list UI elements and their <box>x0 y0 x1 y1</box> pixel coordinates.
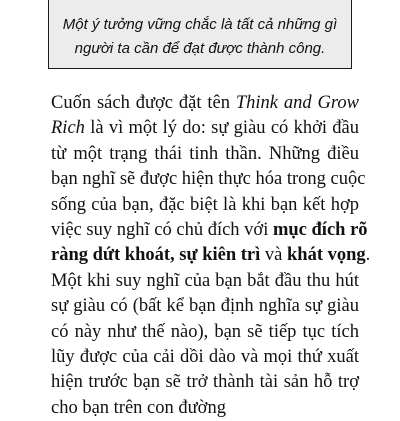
body-text-segment: là vì một lý do: sự giàu có khởi đầu <box>84 118 359 139</box>
pull-quote-line-2: người ta cần để đạt được thành công. <box>74 40 326 57</box>
body-text-segment: từ một trạng thái tinh thần. Những điều <box>51 143 359 164</box>
body-text-segment: việc suy nghĩ có chủ đích với <box>51 219 273 240</box>
body-text-segment: sống của bạn, đặc biệt là khi bạn kết hợp <box>51 194 359 215</box>
body-text-bold-segment: khát vọng <box>287 245 366 266</box>
body-line <box>51 243 371 268</box>
body-line <box>51 116 359 141</box>
body-text-segment: . <box>365 245 371 266</box>
body-line <box>51 294 359 319</box>
body-text-segment: và <box>260 245 287 266</box>
body-text-segment: hiện trước bạn sẽ trở thành tài sản hỗ trợ <box>51 372 359 393</box>
body-line <box>51 218 368 243</box>
body-line <box>51 269 359 294</box>
body-line <box>51 142 359 167</box>
body-paragraph <box>51 91 371 421</box>
body-line <box>51 91 359 116</box>
body-text-segment: Một khi suy nghĩ của bạn bắt đầu thu hút <box>51 270 359 291</box>
body-text-bold-segment: mục đích rõ <box>272 219 368 240</box>
body-text-segment: cho bạn trên con đường <box>51 397 226 418</box>
body-text-italic-segment: Think and Grow <box>235 93 359 113</box>
body-text-segment: lũy được của cải dồi dào và mọi thứ xuất <box>51 346 359 367</box>
body-line <box>51 193 359 218</box>
body-line <box>51 320 359 345</box>
body-line <box>51 370 359 395</box>
body-line <box>51 167 366 192</box>
body-text-bold-segment: ràng dứt khoát, sự kiên trì <box>51 245 261 266</box>
pull-quote-line-1: Một ý tưởng vững chắc là tất cả những gì <box>62 16 338 33</box>
body-text-italic-segment: Rich <box>51 118 85 139</box>
body-line <box>51 345 359 370</box>
body-text-segment: bạn nghĩ sẽ được hiện thực hóa trong cuộc <box>51 169 366 190</box>
body-line <box>51 396 359 421</box>
body-text-segment: sự giàu có (bất kể bạn định nghĩa sự giàu <box>51 296 359 317</box>
body-text-segment: Cuốn sách được đặt tên <box>51 93 236 113</box>
body-text-segment: có này như thế nào), bạn sẽ tiếp tục tích <box>51 321 359 342</box>
pull-quote-box <box>48 0 352 69</box>
